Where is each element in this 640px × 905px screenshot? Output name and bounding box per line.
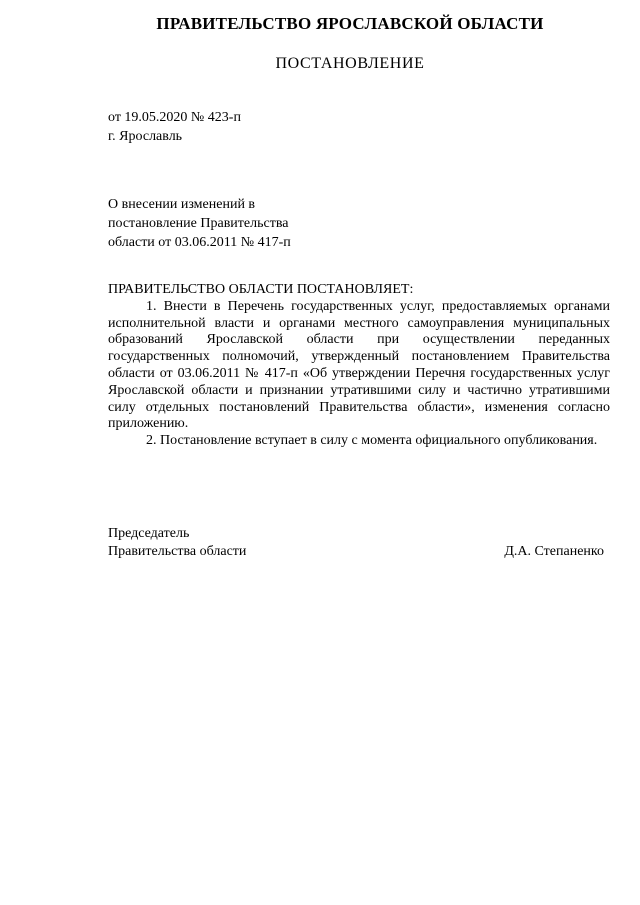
subject-line-1: О внесении изменений в: [108, 197, 256, 212]
resolution-lead: ПРАВИТЕЛЬСТВО ОБЛАСТИ ПОСТАНОВЛЯЕТ:: [108, 282, 414, 297]
signature-block: [108, 525, 604, 561]
document-type: ПОСТАНОВЛЕНИЕ: [275, 55, 425, 72]
document-city: г. Ярославль: [108, 129, 183, 144]
document-body: [108, 282, 610, 450]
resolution-item-1: 1. Внести в Перечень государственных услуг, предоставляемых органами исполнительной власти и органами местного самоуправления муниципальных образований Ярославской области при осуществлении переданных государственных полномочий, утвержденный постановлением Правительства области от 03.06.2011 № 417-п «Об утверждении Перечня государственных услуг Ярославской области и признании утратившими силу и частично утратившими силу отдельных постановлений Правительства области», изменения согласно приложению.: [108, 298, 610, 432]
signer-name: Д.А. Степаненко: [504, 544, 604, 559]
document-subject: [108, 195, 291, 252]
subject-line-2: постановление Правительства: [108, 216, 289, 231]
signer-position-line-2: Правительства области: [108, 544, 247, 559]
signer-position-line-1: Председатель: [108, 526, 190, 541]
document-date-number: от 19.05.2020 № 423-п: [108, 110, 241, 125]
document-meta: [108, 108, 241, 146]
subject-line-3: области от 03.06.2011 № 417-п: [108, 235, 291, 250]
organization-title: ПРАВИТЕЛЬСТВО ЯРОСЛАВСКОЙ ОБЛАСТИ: [156, 14, 544, 33]
resolution-item-2: 2. Постановление вступает в силу с момента официального опубликования.: [146, 433, 598, 449]
signature-row: [108, 543, 604, 561]
